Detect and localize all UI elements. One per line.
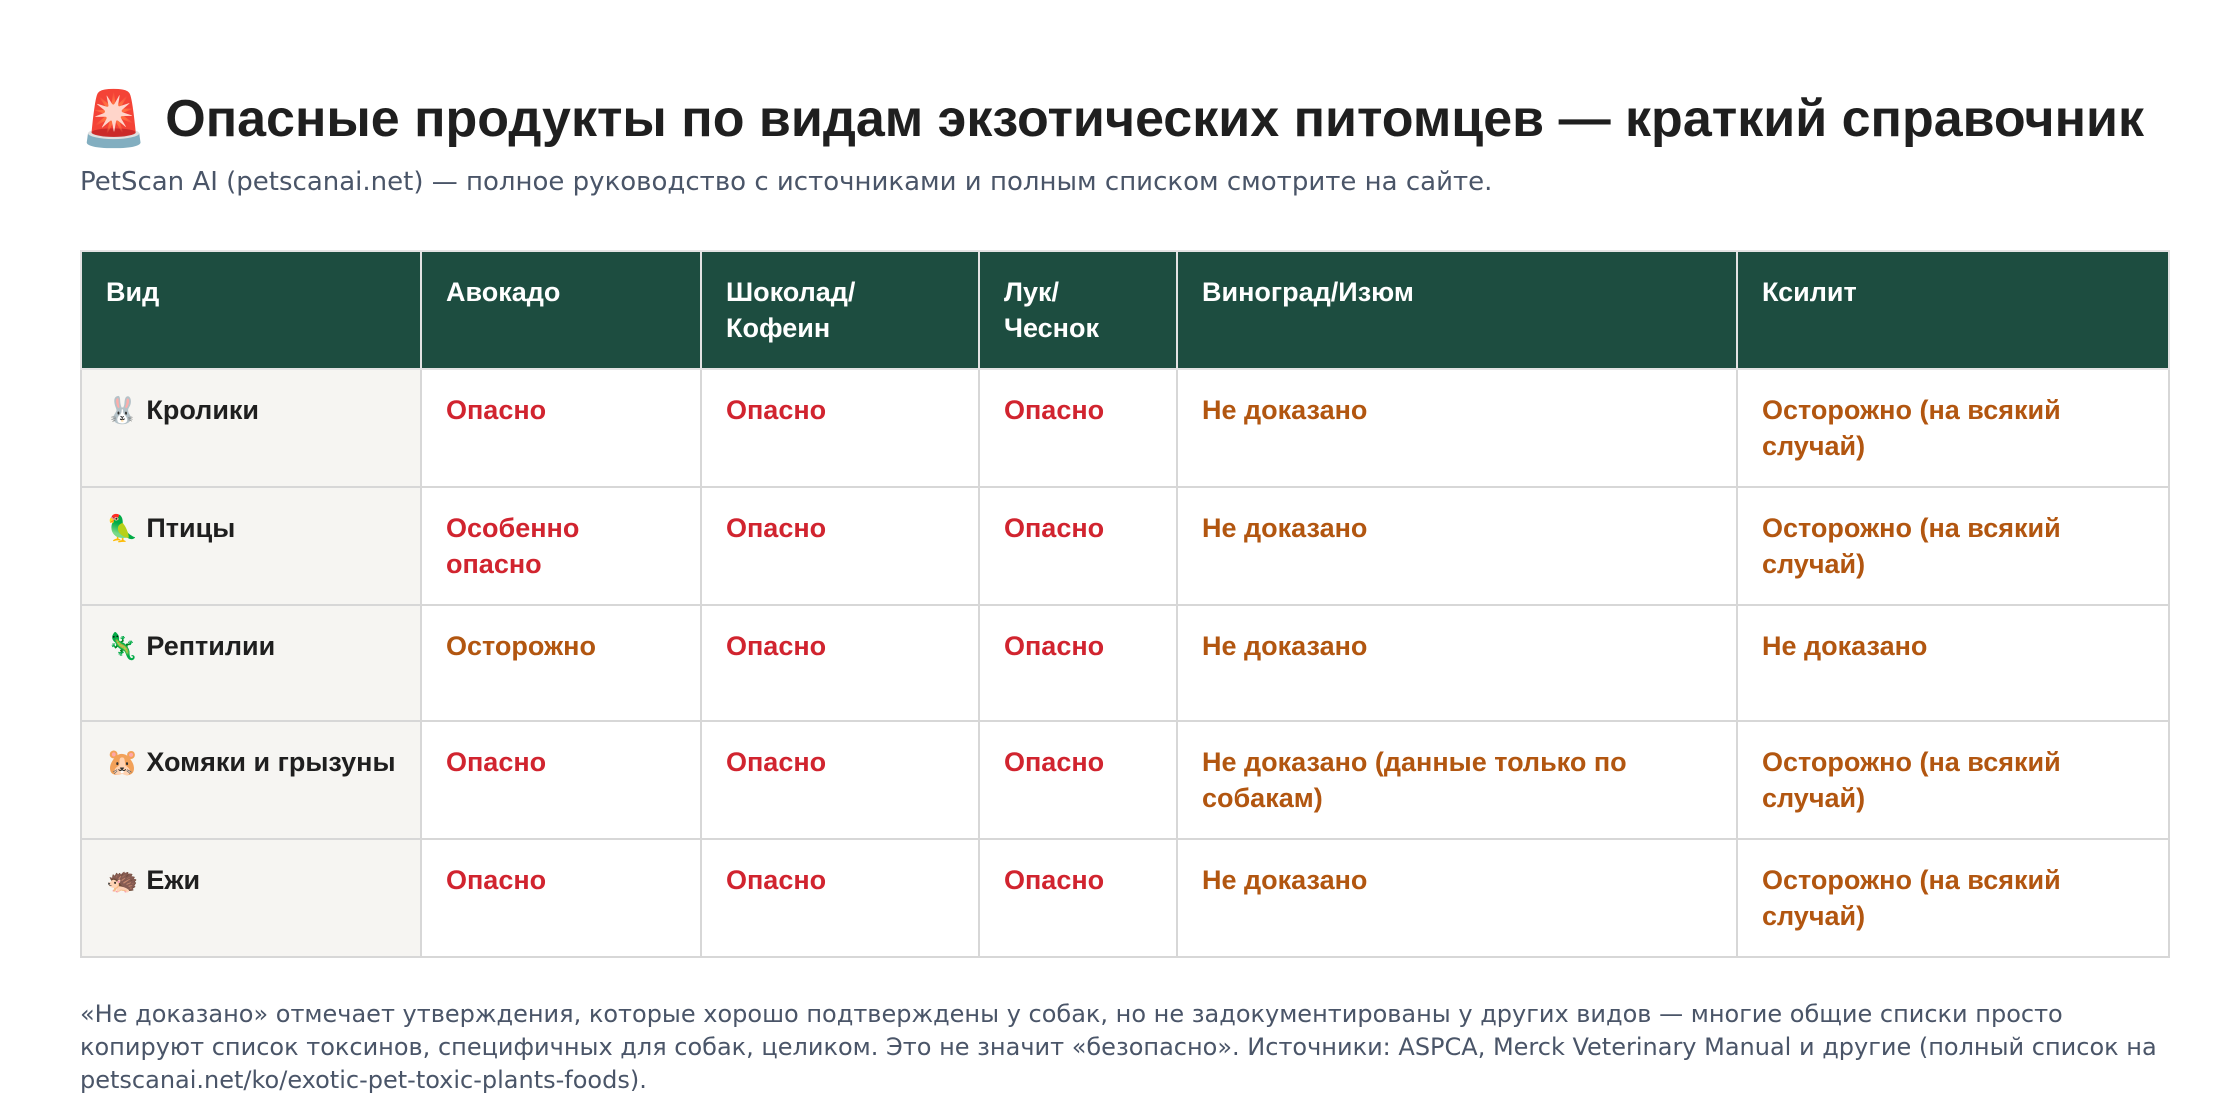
risk-cell: Осторожно (на всякий случай) xyxy=(1737,721,2169,839)
species-cell xyxy=(81,369,421,487)
page xyxy=(80,84,2160,1097)
table-body xyxy=(81,369,2169,957)
table-row xyxy=(81,487,2169,605)
page-subtitle: PetScan AI (petscanai.net) — полное руководство с источниками и полным списком смотрите на сайте. xyxy=(80,167,1493,197)
species-name: Птицы xyxy=(146,513,236,543)
risk-cell: Опасно xyxy=(701,839,979,957)
risk-cell: Опасно xyxy=(979,721,1177,839)
risk-cell: Опасно xyxy=(421,839,701,957)
table-row xyxy=(81,605,2169,721)
risk-cell: Опасно xyxy=(701,487,979,605)
species-cell xyxy=(81,487,421,605)
risk-cell: Опасно xyxy=(701,721,979,839)
table-row xyxy=(81,721,2169,839)
footnote: «Не доказано» отмечает утверждения, которые хорошо подтверждены у собак, но не задокументированы у других видов — многие общие списки просто копируют список токсинов, специфичных для собак, целиком. Это не значит «безопасно». Источники: ASPCA, Merck Veterinary Manual и другие (полный список на petscanai.net/ko/exotic-pet-toxic-plants-foods). xyxy=(80,1000,2157,1094)
column-header: Авокадо xyxy=(421,251,701,369)
risk-cell: Не доказано xyxy=(1177,487,1737,605)
column-header: Ксилит xyxy=(1737,251,2169,369)
column-header: Шоколад/ Кофеин xyxy=(701,251,979,369)
species-cell xyxy=(81,839,421,957)
risk-cell: Опасно xyxy=(701,605,979,721)
risk-cell: Опасно xyxy=(979,369,1177,487)
species-name: Кролики xyxy=(146,395,260,425)
risk-cell: Особенно опасно xyxy=(421,487,701,605)
risk-cell: Не доказано xyxy=(1177,369,1737,487)
toxic-foods-table xyxy=(80,250,2170,958)
table-row xyxy=(81,369,2169,487)
species-name: Ежи xyxy=(146,865,201,895)
hamster-icon: 🐹 xyxy=(106,747,139,777)
risk-cell: Не доказано xyxy=(1737,605,2169,721)
risk-cell: Опасно xyxy=(701,369,979,487)
column-header: Виноград/Изюм xyxy=(1177,251,1737,369)
species-name: Хомяки и грызуны xyxy=(146,747,396,777)
species-name: Рептилии xyxy=(146,631,276,661)
rabbit-icon: 🐰 xyxy=(106,395,139,425)
parrot-icon: 🦜 xyxy=(106,513,139,543)
risk-cell: Не доказано xyxy=(1177,605,1737,721)
species-cell xyxy=(81,721,421,839)
hedgehog-icon: 🦔 xyxy=(106,865,139,895)
page-title: Опасные продукты по видам экзотических питомцев — краткий справочник xyxy=(165,90,2144,148)
risk-cell: Осторожно (на всякий случай) xyxy=(1737,369,2169,487)
risk-cell: Опасно xyxy=(421,721,701,839)
risk-cell: Осторожно (на всякий случай) xyxy=(1737,839,2169,957)
risk-cell: Опасно xyxy=(421,369,701,487)
table-row xyxy=(81,839,2169,957)
column-header: Вид xyxy=(81,251,421,369)
risk-cell: Осторожно (на всякий случай) xyxy=(1737,487,2169,605)
police-light-icon: 🚨 xyxy=(80,89,148,149)
risk-cell: Опасно xyxy=(979,487,1177,605)
risk-cell: Не доказано (данные только по собакам) xyxy=(1177,721,1737,839)
page-title-row xyxy=(80,84,2160,154)
species-cell xyxy=(81,605,421,721)
lizard-icon: 🦎 xyxy=(106,631,139,661)
column-header: Лук/ Чеснок xyxy=(979,251,1177,369)
risk-cell: Не доказано xyxy=(1177,839,1737,957)
table-header-row xyxy=(81,251,2169,369)
risk-cell: Опасно xyxy=(979,605,1177,721)
risk-cell: Опасно xyxy=(979,839,1177,957)
risk-cell: Осторожно xyxy=(421,605,701,721)
